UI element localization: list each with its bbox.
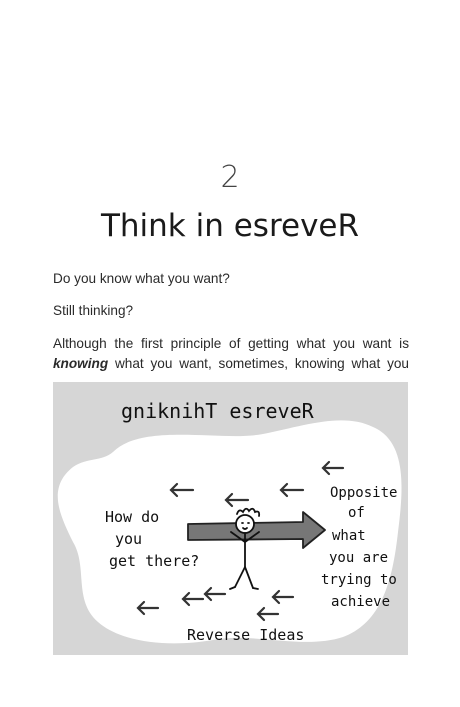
paragraph-still-thinking: Still thinking?: [53, 303, 134, 318]
paragraph-question: Do you know what you want?: [53, 271, 230, 286]
right-text-line4: you are: [329, 550, 389, 566]
right-text-line1: Opposite: [330, 485, 398, 501]
right-text-line5: trying to: [321, 572, 397, 588]
right-text-line3: what: [332, 528, 366, 544]
left-text-line1: How do: [105, 508, 160, 526]
illustration-heading: gniknihT esreveR: [121, 399, 314, 423]
right-text-line2: of: [348, 505, 365, 521]
chapter-number: 2: [220, 160, 240, 195]
emphasis-knowing: knowing: [53, 356, 109, 371]
paragraph-principle-part1: Although the first principle of getting what you want is: [53, 336, 409, 351]
illustration-canvas: [53, 382, 408, 655]
right-text-line6: achieve: [331, 594, 391, 610]
bottom-text: Reverse Ideas: [187, 626, 305, 644]
paragraph-principle-part2: what you want, sometimes, knowing what you: [114, 356, 409, 371]
chapter-title: Think in esreveR: [100, 208, 360, 244]
paragraph-principle: [53, 334, 409, 374]
left-text-line3: get there?: [109, 552, 200, 570]
left-text-line2: you: [115, 530, 143, 548]
reverse-thinking-illustration: [53, 382, 408, 655]
